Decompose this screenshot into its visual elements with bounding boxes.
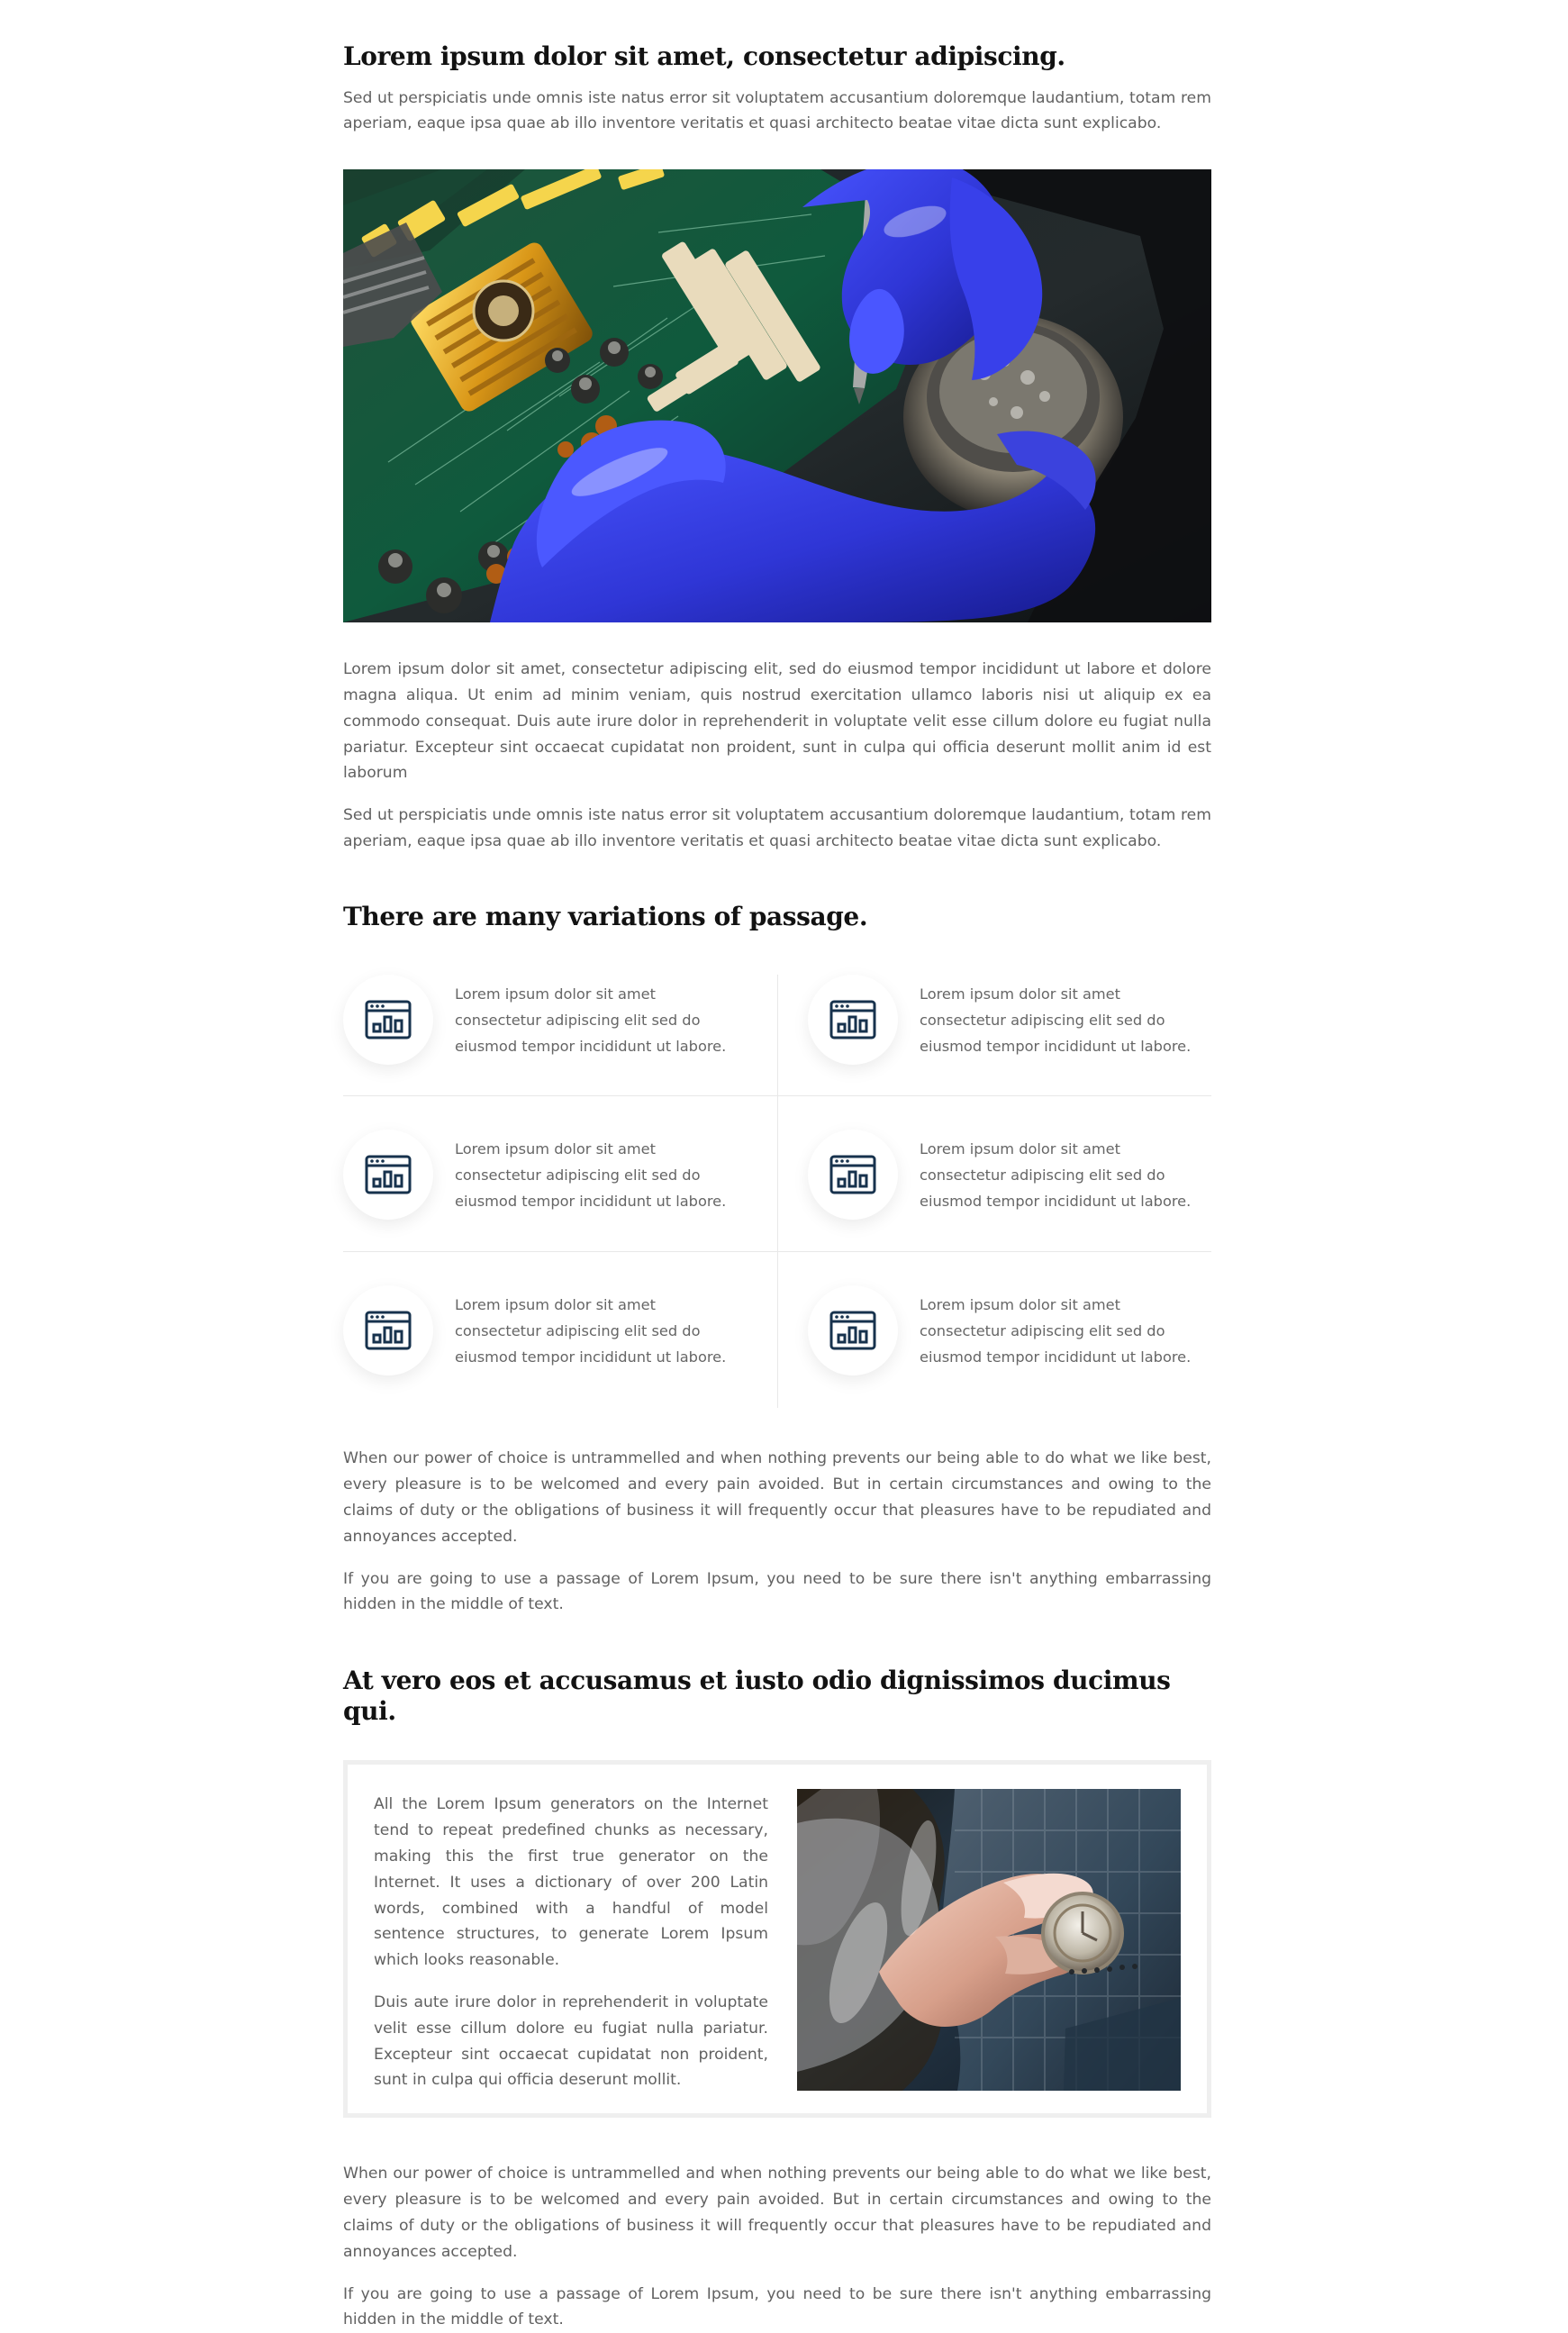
analytics-window-icon [808, 1285, 898, 1375]
analytics-window-icon [343, 1285, 433, 1375]
feature-item [778, 1252, 1211, 1408]
analytics-window-icon [343, 1130, 433, 1220]
analytics-window-icon [808, 975, 898, 1065]
feature-text: Lorem ipsum dolor sit amet consectetur adipiscing elit sed do eiusmod tempor incididunt ut labore. [920, 1140, 1192, 1210]
feature-item [343, 1252, 778, 1408]
feature-grid [343, 975, 1211, 1408]
article-title: Lorem ipsum dolor sit amet, consectetur adipiscing. [343, 41, 1065, 71]
text-image-panel [343, 1760, 1211, 2118]
body-paragraph-5: When our power of choice is untrammelled and when nothing prevents our being able to do what we like best, every pleasure is to be welcomed and every pain avoided. But in certain circumstances and owing to the claims of duty or the obligations of business it will frequently occur that pleasures have to be repudiated and annoyances accepted. [343, 2165, 1211, 2261]
feature-text: Lorem ipsum dolor sit amet consectetur adipiscing elit sed do eiusmod tempor incididunt ut labore. [455, 1296, 727, 1366]
closing-heading: At vero eos et accusamus et iusto odio dignissimos ducimus qui. [343, 1666, 1171, 1726]
feature-item [343, 975, 778, 1096]
body-text-group-2 [343, 1446, 1211, 1618]
section-heading: There are many variations of passage. [343, 901, 868, 931]
panel-text-column [374, 1789, 768, 2090]
body-paragraph-4: If you are going to use a passage of Lorem Ipsum, you need to be sure there isn't anything embarrassing hidden in the middle of text. [343, 1569, 1211, 1614]
feature-text: Lorem ipsum dolor sit amet consectetur adipiscing elit sed do eiusmod tempor incididunt ut labore. [455, 1140, 727, 1210]
feature-item [343, 1096, 778, 1252]
body-paragraph-1: Lorem ipsum dolor sit amet, consectetur adipiscing elit, sed do eiusmod tempor incididunt ut labore et dolore magna aliqua. Ut enim ad minim veniam, quis nostrud exercitation ullamco laboris nisi ut aliquip ex ea commodo consequat. Duis aute irure dolor in reprehenderit in voluptate velit esse cillum dolore eu fugiat nulla pariatur. Excepteur sint occaecat cupidatat non proident, sunt in culpa qui officia deserunt mollit anim id est laborum [343, 660, 1211, 783]
intro-paragraph: Sed ut perspiciatis unde omnis iste natus error sit voluptatem accusantium doloremque laudantium, totam rem aperiam, eaque ipsa quae ab illo inventore veritatis et quasi architecto beatae vitae dicta sunt explicabo. [343, 88, 1211, 133]
analytics-window-icon [808, 1130, 898, 1220]
feature-text: Lorem ipsum dolor sit amet consectetur adipiscing elit sed do eiusmod tempor incididunt ut labore. [455, 985, 727, 1055]
electronics-repair-image [343, 169, 1211, 622]
article-page [343, 0, 1211, 2333]
suit-pocket-watch-image [797, 1789, 1181, 2091]
feature-item [778, 975, 1211, 1096]
body-text-group-3 [343, 2161, 1211, 2333]
body-paragraph-6: If you are going to use a passage of Lorem Ipsum, you need to be sure there isn't anything embarrassing hidden in the middle of text. [343, 2284, 1211, 2329]
analytics-window-icon [343, 975, 433, 1065]
body-text-group-1 [343, 657, 1211, 855]
panel-paragraph-1: All the Lorem Ipsum generators on the Internet tend to repeat predefined chunks as necessary, making this the first true generator on the Internet. It uses a dictionary of over 200 Latin words, combined with a handful of model sentence structures, to generate Lorem Ipsum which looks reasonable. [374, 1795, 768, 1970]
feature-item [778, 1096, 1211, 1252]
body-paragraph-3: When our power of choice is untrammelled and when nothing prevents our being able to do what we like best, every pleasure is to be welcomed and every pain avoided. But in certain circumstances and owing to the claims of duty or the obligations of business it will frequently occur that pleasures have to be repudiated and annoyances accepted. [343, 1449, 1211, 1546]
body-paragraph-2: Sed ut perspiciatis unde omnis iste natus error sit voluptatem accusantium doloremque laudantium, totam rem aperiam, eaque ipsa quae ab illo inventore veritatis et quasi architecto beatae vitae dicta sunt explicabo. [343, 806, 1211, 850]
feature-text: Lorem ipsum dolor sit amet consectetur adipiscing elit sed do eiusmod tempor incididunt ut labore. [920, 985, 1192, 1055]
feature-text: Lorem ipsum dolor sit amet consectetur adipiscing elit sed do eiusmod tempor incididunt ut labore. [920, 1296, 1192, 1366]
panel-paragraph-2: Duis aute irure dolor in reprehenderit in voluptate velit esse cillum dolore eu fugiat nulla pariatur. Excepteur sint occaecat cupidatat non proident, sunt in culpa qui officia deserunt mollit. [374, 1993, 768, 2090]
